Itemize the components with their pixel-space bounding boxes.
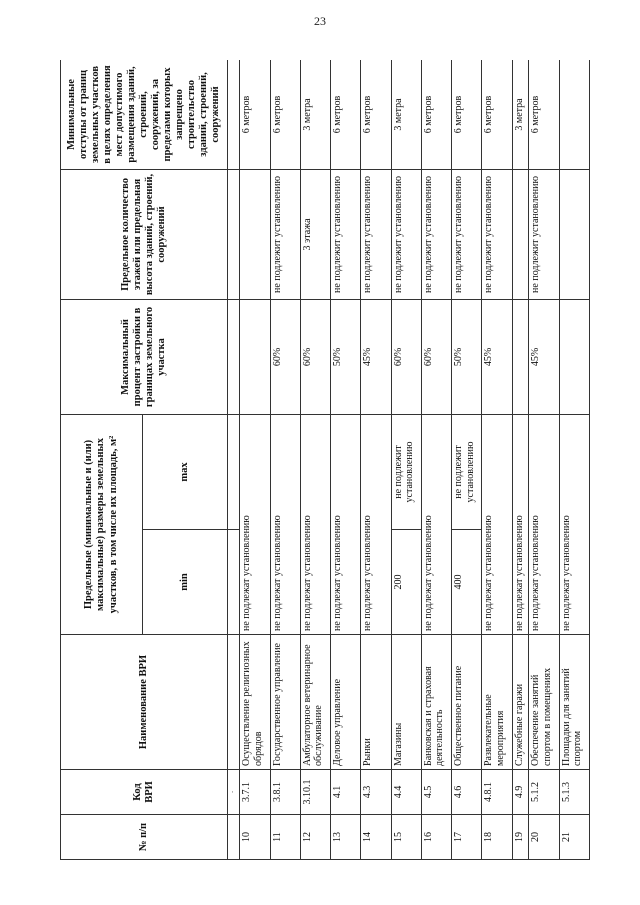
mark-cell	[228, 635, 240, 770]
row-floors: 3 этажа	[300, 169, 330, 299]
row-code: 4.4	[391, 770, 421, 815]
mark-cell	[228, 169, 240, 299]
row-code: 4.9	[512, 770, 529, 815]
row-percent: 60%	[270, 299, 300, 414]
row-num: 14	[361, 815, 391, 860]
table-row	[300, 60, 330, 860]
row-size: не подлежат установлению	[240, 414, 270, 634]
row-setback: 3 метра	[512, 60, 529, 169]
mark-cell	[228, 414, 240, 529]
row-floors	[559, 169, 589, 299]
row-num: 17	[452, 815, 482, 860]
row-setback: 6 метров	[240, 60, 270, 169]
row-floors: не подлежит установлению	[452, 169, 482, 299]
row-floors	[512, 169, 529, 299]
row-name: Деловое управление	[331, 635, 361, 770]
header-name: Наименование ВРИ	[61, 635, 228, 770]
mark-cell	[228, 815, 240, 860]
row-size: не подлежат установлению	[300, 414, 330, 634]
header-code: Код ВРИ	[61, 770, 228, 815]
row-name: Обеспечение занятий спортом в помещениях	[529, 635, 559, 770]
row-percent: 60%	[391, 299, 421, 414]
row-setback: 6 метров	[361, 60, 391, 169]
row-name: Площадки для занятий спортом	[559, 635, 589, 770]
row-code: 4.3	[361, 770, 391, 815]
row-setback: 3 метра	[391, 60, 421, 169]
row-size: не подлежат установлению	[421, 414, 451, 634]
row-percent: 45%	[529, 299, 559, 414]
header-size-group: Предельные (минимальные и (или) максимальные) размеры земельных участков, в том числе их площадь, м²	[61, 414, 143, 634]
row-min: 200	[391, 530, 421, 635]
mark-cell	[228, 60, 240, 169]
table-row	[361, 60, 391, 860]
row-name: Магазины	[391, 635, 421, 770]
row-name: Развлекательные мероприятия	[482, 635, 512, 770]
header-num: № п/п	[61, 815, 228, 860]
row-floors: не подлежит установлению	[391, 169, 421, 299]
row-setback	[559, 60, 589, 169]
row-floors: не подлежит установлению	[270, 169, 300, 299]
row-setback: 6 метров	[421, 60, 451, 169]
row-percent	[240, 299, 270, 414]
row-setback: 6 метров	[452, 60, 482, 169]
row-setback: 6 метров	[331, 60, 361, 169]
row-size: не подлежат установлению	[512, 414, 529, 634]
row-setback: 3 метра	[300, 60, 330, 169]
row-max: не подлежит установлению	[391, 414, 421, 529]
row-percent: 45%	[361, 299, 391, 414]
row-percent: 60%	[300, 299, 330, 414]
row-min: 400	[452, 530, 482, 635]
header-floors: Предельное количество этажей или предельная высота зданий, строений, сооружений	[61, 169, 228, 299]
table-row	[559, 60, 589, 860]
row-percent	[512, 299, 529, 414]
row-setback: 6 метров	[529, 60, 559, 169]
page-number: 23	[314, 14, 326, 28]
row-floors: не подлежит установлению	[529, 169, 559, 299]
row-floors: не подлежит установлению	[482, 169, 512, 299]
row-floors: не подлежит установлению	[421, 169, 451, 299]
row-percent: 50%	[331, 299, 361, 414]
header-min: min	[143, 530, 228, 635]
row-setback: 6 метров	[270, 60, 300, 169]
row-code: 3.7.1	[240, 770, 270, 815]
row-max: не подлежит установлению	[452, 414, 482, 529]
row-code: 4.5	[421, 770, 451, 815]
row-code: 4.6	[452, 770, 482, 815]
row-name: Амбулаторное ветеринарное обслуживание	[300, 635, 330, 770]
table-row	[452, 60, 482, 860]
header-max: max	[143, 414, 228, 529]
header-setback: Минимальные отступы от границ земельных участков в целях определения мест допустимого размещения зданий, строений, сооружений, за пределами которых запрещено строительство зданий, строений, сооружений	[61, 60, 228, 169]
row-size: не подлежат установлению	[529, 414, 559, 634]
row-num: 18	[482, 815, 512, 860]
row-size: не подлежат установлению	[482, 414, 512, 634]
row-name: Служебные гаражи	[512, 635, 529, 770]
rotated-page-content	[60, 60, 590, 860]
row-code: 4.8.1	[482, 770, 512, 815]
row-name: Общественное питание	[452, 635, 482, 770]
row-code: 4.1	[331, 770, 361, 815]
row-size: не подлежат установлению	[361, 414, 391, 634]
table-row	[512, 60, 529, 860]
row-name: Банковская и страховая деятельность	[421, 635, 451, 770]
row-num: 20	[529, 815, 559, 860]
row-num: 10	[240, 815, 270, 860]
row-num: 16	[421, 815, 451, 860]
row-floors: не подлежит установлению	[331, 169, 361, 299]
row-num: 19	[512, 815, 529, 860]
header-percent: Максимальный процент застройки в границах земельного участка	[61, 299, 228, 414]
mark-row	[228, 60, 240, 860]
row-size: не подлежат установлению	[331, 414, 361, 634]
row-num: 11	[270, 815, 300, 860]
row-setback: 6 метров	[482, 60, 512, 169]
row-floors: не подлежит установлению	[361, 169, 391, 299]
mark-cell: ·	[228, 770, 240, 815]
table-row	[331, 60, 361, 860]
vri-table	[60, 60, 590, 860]
table-row	[240, 60, 270, 860]
row-percent: 60%	[421, 299, 451, 414]
rotated-table-wrapper	[60, 60, 590, 860]
row-floors	[240, 169, 270, 299]
table-row	[391, 60, 421, 860]
row-percent: 50%	[452, 299, 482, 414]
row-num: 12	[300, 815, 330, 860]
mark-cell	[228, 530, 240, 635]
mark-cell	[228, 299, 240, 414]
table-row	[529, 60, 559, 860]
row-size: не подлежат установлению	[270, 414, 300, 634]
row-num: 15	[391, 815, 421, 860]
row-num: 21	[559, 815, 589, 860]
row-name: Осуществление религиозных обрядов	[240, 635, 270, 770]
row-percent: 45%	[482, 299, 512, 414]
row-name: Государственное управление	[270, 635, 300, 770]
row-code: 3.8.1	[270, 770, 300, 815]
table-row	[482, 60, 512, 860]
row-code: 5.1.3	[559, 770, 589, 815]
row-size: не подлежат установлению	[559, 414, 589, 634]
table-row	[421, 60, 451, 860]
row-code: 5.1.2	[529, 770, 559, 815]
row-num: 13	[331, 815, 361, 860]
table-row	[270, 60, 300, 860]
row-name: Рынки	[361, 635, 391, 770]
row-code: 3.10.1	[300, 770, 330, 815]
row-percent	[559, 299, 589, 414]
